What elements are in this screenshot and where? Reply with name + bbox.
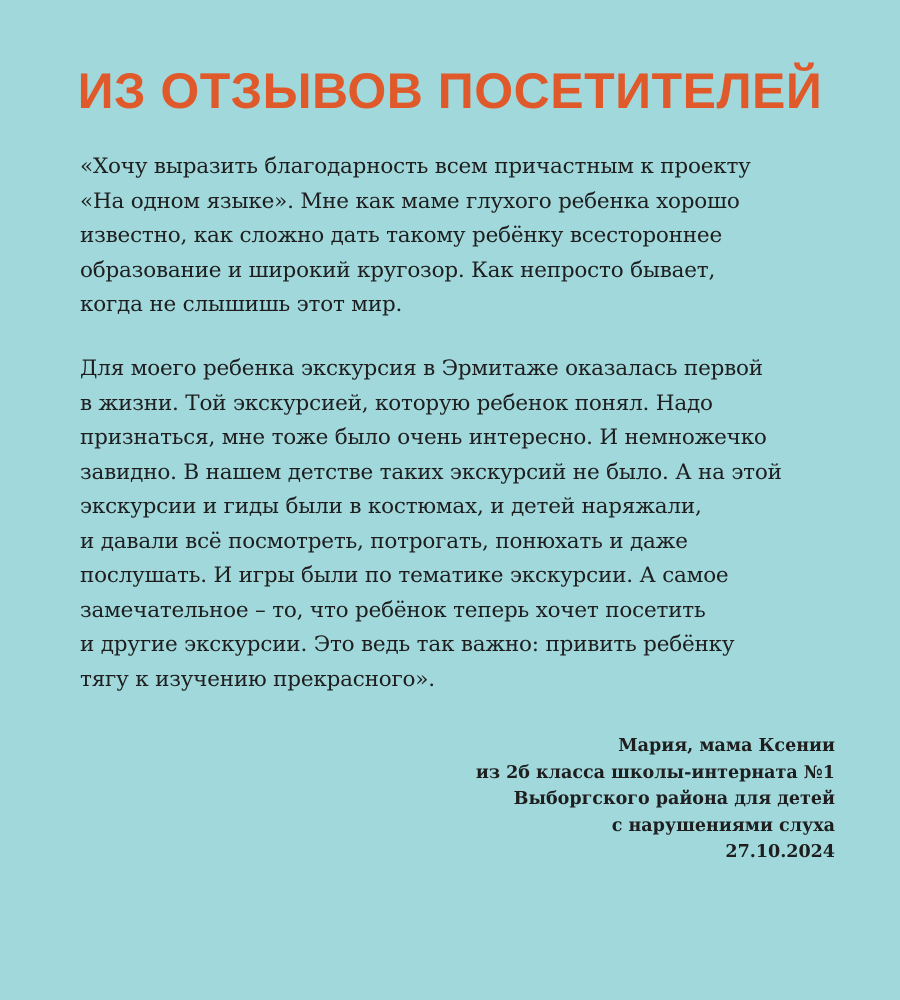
paragraph-line: экскурсии и гиды были в костюмах, и детей наряжали, (80, 494, 702, 519)
paragraph-line: «Хочу выразить благодарность всем причастным к проекту (80, 154, 751, 179)
page-title: ИЗ ОТЗЫВОВ ПОСЕТИТЕЛЕЙ (77, 63, 823, 119)
paragraph-line: Для моего ребенка экскурсия в Эрмитаже оказалась первой (80, 356, 763, 381)
review-paragraph-1 (80, 150, 840, 323)
review-paragraph-2 (80, 352, 840, 697)
paragraph-line: замечательное – то, что ребёнок теперь хочет посетить (80, 597, 706, 623)
paragraph-line: когда не слышишь этот мир. (80, 292, 403, 317)
paragraph-line: признаться, мне тоже было очень интересно. И немножечко (80, 425, 767, 450)
paragraph-line: образование и широкий кругозор. Как непросто бывает, (80, 257, 716, 283)
signature-line: из 2б класса школы-интерната №1 (475, 762, 835, 783)
paragraph-line: послушать. И игры были по тематике экскурсии. А самое (80, 563, 729, 588)
signature-date: 27.10.2024 (725, 842, 835, 862)
paragraph-line: завидно. В нашем детстве таких экскурсий не было. А на этой (80, 459, 782, 485)
signature-line: Выборгского района для детей (513, 789, 835, 809)
paragraph-line: и давали всё посмотреть, потрогать, понюхать и даже (80, 528, 688, 554)
signature-author: Мария, мама Ксении (618, 736, 835, 756)
review-signature (476, 733, 835, 866)
signature-line: с нарушениями слуха (611, 815, 835, 836)
paragraph-line: и другие экскурсии. Это ведь так важно: привить ребёнку (80, 632, 735, 657)
paragraph-line: «На одном языке». Мне как маме глухого ребенка хорошо (80, 188, 740, 214)
paragraph-line: в жизни. Той экскурсией, которую ребенок понял. Надо (80, 390, 713, 416)
paragraph-line: известно, как сложно дать такому ребёнку всестороннее (80, 223, 722, 248)
paragraph-line: тягу к изучению прекрасного». (80, 666, 435, 692)
